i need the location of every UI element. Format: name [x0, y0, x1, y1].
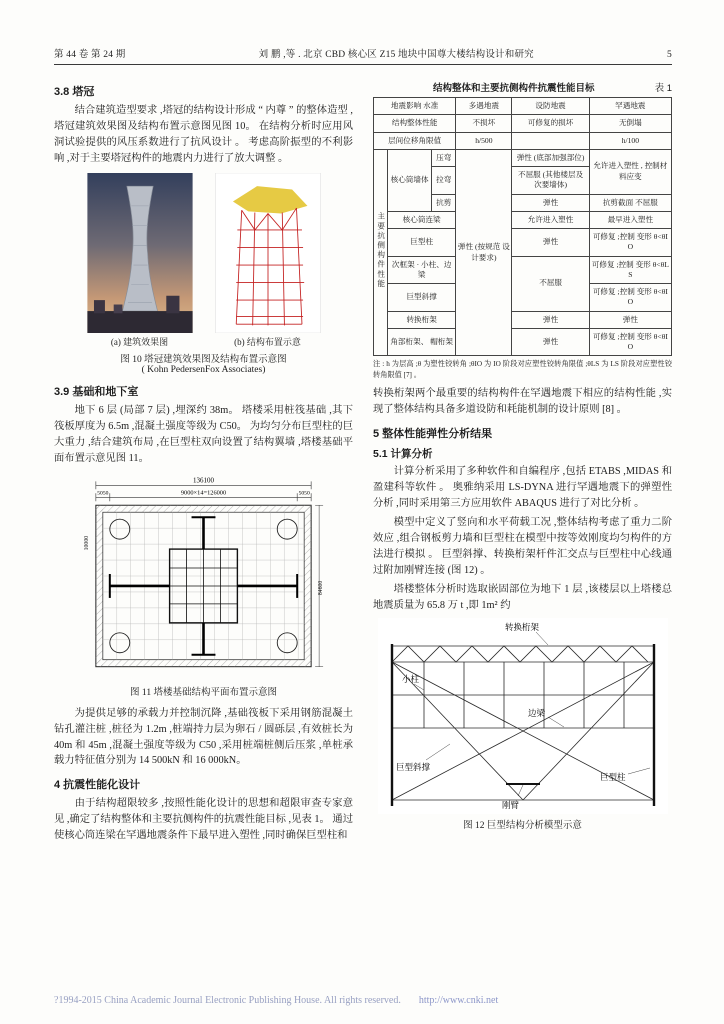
- fig11-dim-side-left: 10000: [83, 535, 90, 550]
- cell-drift-freq: h/500: [456, 132, 512, 149]
- cell-shear-mod: 弹性: [512, 194, 589, 211]
- figure-10: [54, 173, 353, 375]
- figure-12-caption-text: 图 12 巨型结构分析模型示意: [463, 820, 582, 831]
- th-rare: 罕遇地震: [589, 98, 671, 115]
- table-row: [374, 229, 672, 257]
- fig12-transfer-truss-label: 转换桁架: [504, 621, 539, 632]
- figure-10a-wrap: [84, 173, 196, 348]
- page-number: 5: [667, 50, 672, 60]
- cell-drift-rare: h/100: [589, 132, 671, 149]
- table-row: [374, 211, 672, 228]
- cell-subframe-name: 次框架 · 小柱、边梁: [388, 256, 456, 284]
- cell-side-label: [374, 149, 388, 356]
- section-39-paragraph-2: 为提供足够的承载力并控制沉降 ,基础筏板下采用钢筋混凝土钻孔灌注桩 ,桩径为 1.2m ,桩端持力层为卵石 / 圆砾层 ,有效桩长为 40m 和 45m ,混凝土强度等级为 C50 ,采用桩端桩侧后压浆 ,单桩承载力特征值分别为 14 500kN 和 16 000kN。: [54, 707, 353, 767]
- mega-structure-model-drawing: [378, 618, 668, 814]
- cell-tension-name: 拉弯: [432, 167, 456, 195]
- table-row: [374, 115, 672, 132]
- cnki-url[interactable]: http://www.cnki.net: [418, 995, 499, 1006]
- th-moderate: 设防地震: [512, 98, 589, 115]
- right-column: [373, 76, 672, 847]
- table-1-title: 结构整体和主要抗侧构件抗震性能目标: [433, 83, 595, 94]
- fig11-dim-right: 5050: [298, 489, 310, 496]
- table-row: [374, 311, 672, 328]
- table-1-label: 表 1: [654, 83, 672, 94]
- section-51-heading: 5.1 计算分析: [373, 448, 433, 461]
- fig11-dim-left: 5050: [97, 489, 109, 496]
- cell-brace-rare: 可修复 ;控制 变形 θ<θIO: [589, 284, 671, 312]
- continuation-paragraph: 转换桁架两个最重要的结构构件在罕遇地震下相应的结构性能 ,实现了整体结构具备多道设防和耗能机制的设计原则 [8] 。: [373, 388, 672, 416]
- table-row: [374, 256, 672, 284]
- section-38-heading: 3.8 塔冠: [54, 86, 95, 98]
- cell-bend-mod: 弹性 (底部加强部位): [512, 149, 589, 166]
- cell-megacol-name: 巨型柱: [388, 229, 456, 257]
- cell-drift-mod: [512, 132, 589, 149]
- fig11-dim-side-right: 84600: [318, 580, 325, 595]
- journal-issue: 第 44 卷 第 24 期: [54, 50, 126, 60]
- figure-10-caption: [54, 351, 353, 375]
- cell-overall-mod: 可修复的损坏: [512, 115, 589, 132]
- figure-10-images: [54, 173, 353, 348]
- cell-coupling-name: 核心筒连梁: [388, 211, 456, 228]
- fig12-edge-beam-label: 边梁: [527, 707, 545, 718]
- page-header: [54, 46, 672, 60]
- side-label-text: 主要抗侧构件性能: [376, 212, 386, 290]
- section-38-paragraph: 结合建筑造型要求 ,塔冠的结构设计形成 “ 内尊 ” 的整体造型 ,塔冠建筑效果图及结构布置示意图见图 10。 在结构分析时应用风洞试验提供的风压系数进行了抗风设计 。 考虑高阶振型的不利影响 ,对于主要塔冠构件的地震内力进行了放大调整 。: [54, 105, 353, 164]
- cell-drift-name: 层间位移角限值: [374, 132, 456, 149]
- page-footer: [54, 995, 498, 1006]
- figure-11-caption-text: 图 11 塔楼基础结构平面布置示意图: [130, 687, 277, 698]
- section-39-paragraph-1: 地下 6 层 (局部 7 层) ,埋深约 38m。 塔楼采用桩筏基础 ,其下筏板厚度为 6.5m ,混凝土强度等级为 C50。 为均匀分布巨型柱的巨大重力 ,结合建筑布局 ,在巨型柱双向设置了结构翼墙 ,塔楼基础平面布置示意见图 11。: [54, 404, 353, 464]
- figure-11: [54, 473, 353, 698]
- cell-bend-name: 压弯: [432, 149, 456, 166]
- foundation-plan-drawing: [54, 473, 353, 681]
- figure-10a-label: (a) 建筑效果图: [110, 336, 169, 347]
- section-4-paragraph: 由于结构超限较多 ,按照性能化设计的思想和超限审查专家意见 ,确定了结构整体和主要抗侧构件的抗震性能目标 ,见表 1。 通过使核心筒连梁在罕遇地震条件下最早进入塑性 ,同时确保巨型柱和: [54, 798, 353, 842]
- cell-overall-name: 结构整体性能: [374, 115, 456, 132]
- cell-coupling-mod: 允许进入塑性: [512, 211, 589, 228]
- cell-transfer-mod: 弹性: [512, 311, 589, 328]
- table-row: [374, 98, 672, 115]
- cell-subframe-rare: 可修复 ;控制 变形 θ<θLS: [589, 256, 671, 284]
- left-column: [54, 76, 353, 847]
- fig12-small-column-label: 小柱: [401, 673, 419, 684]
- cell-corner-rare: 可修复 ;控制 变形 θ<θIO: [589, 328, 671, 356]
- cell-corner-mod: 弹性: [512, 328, 589, 356]
- cell-subframe-mod: 不屈服: [512, 256, 589, 311]
- cell-overall-freq: 不损坏: [456, 115, 512, 132]
- table-1-title-row: [373, 80, 672, 94]
- section-4-heading: 4 抗震性能化设计: [54, 779, 141, 792]
- cell-transfer-rare: 弹性: [589, 311, 671, 328]
- cell-bend-tension-rare: 允许进入塑性 , 控制材料应变: [589, 149, 671, 194]
- cell-tension-mod: 不屈服 (其他楼层及 次要墙体): [512, 167, 589, 195]
- header-rule: [54, 64, 672, 65]
- section-5-heading: 5 整体性能弹性分析结果: [373, 428, 493, 441]
- cell-core-wall: 核心筒墙体: [388, 149, 432, 211]
- table-1-note: 注 : h 为层高 ;θ 为塑性铰转角 ;θIO 为 IO 阶段对应塑性铰转角限值 ;θLS 为 LS 阶段对应塑性铰转角限值 [7] 。: [373, 360, 672, 379]
- figure-10-caption-line2: ( Kohn PedersenFox Associates): [141, 364, 266, 375]
- performance-target-table: [373, 97, 672, 356]
- fig11-dim-total: 136100: [193, 475, 214, 484]
- table-row: [374, 328, 672, 356]
- fig11-dim-center: 9000×14=126000: [180, 488, 227, 496]
- table-row: [374, 149, 672, 166]
- fig12-mega-column-label: 巨型柱: [599, 771, 626, 782]
- table-row: [374, 132, 672, 149]
- th-frequent: 多遇地震: [456, 98, 512, 115]
- cell-megacol-mod: 弹性: [512, 229, 589, 257]
- tower-photo-image: [84, 173, 196, 333]
- section-39-heading: 3.9 基础和地下室: [54, 385, 139, 398]
- copyright-text: ?1994-2015 China Academic Journal Electronic Publishing House. All rights reserved.: [54, 995, 401, 1006]
- figure-12: [373, 618, 672, 831]
- figure-10b-wrap: [212, 173, 324, 348]
- section-51-paragraph-1: 计算分析采用了多种软件和自编程序 ,包括 ETABS ,MIDAS 和盈建科等软件 。 奥雅纳采用 LS-DYNA 进行罕遇地震下的弹塑性分析 ,同时采用第三方应用软件 ABAQUS 进行了对比分析 。: [373, 466, 672, 509]
- cell-transfer-name: 转换桁架: [388, 311, 456, 328]
- two-column-body: [54, 76, 672, 847]
- cell-shear-rare: 抗剪截面 不屈服: [589, 194, 671, 211]
- figure-11-caption: [54, 684, 353, 698]
- section-51-paragraph-2: 模型中定义了竖向和水平荷载工况 ,整体结构考虑了重力二阶效应 ,组合钢板剪力墙和巨型柱在模型中按等效刚度均匀构件的方法进行模拟 。 巨型斜撑、转换桁架杆件汇交点与巨型柱中心线通过附加刚臂连接 (图 12) 。: [373, 516, 672, 576]
- figure-10b-label: (b) 结构布置示意: [234, 336, 301, 347]
- fig12-rigid-arm-label: 刚臂: [501, 799, 519, 810]
- cell-brace-name: 巨型斜撑: [388, 284, 456, 312]
- cell-coupling-rare: 最早进入塑性: [589, 211, 671, 228]
- figure-10-caption-line1: 图 10 塔冠建筑效果图及结构布置示意图: [120, 354, 287, 365]
- cell-megacol-rare: 可修复 ;控制 变形 θ<θIO: [589, 229, 671, 257]
- cell-overall-rare: 无倒塌: [589, 115, 671, 132]
- crown-wireframe-image: [212, 173, 324, 333]
- figure-12-caption: [373, 817, 672, 831]
- section-51-paragraph-3: 塔楼整体分析时选取嵌固部位为地下 1 层 ,该楼层以上塔楼总地震质量为 65.8 万 t ,即 1m² 约: [373, 583, 672, 611]
- running-title: 刘 鹏 ,等 . 北京 CBD 核心区 Z15 地块中国尊大楼结构设计和研究: [258, 50, 534, 60]
- cell-corner-name: 角部桁架、 帽桁架: [388, 328, 456, 356]
- cell-shear-name: 抗剪: [432, 194, 456, 211]
- th-seismic-level: 地震影响 水准: [374, 98, 456, 115]
- cell-freq-merged: 弹性 (按规范 设计要求): [456, 149, 512, 356]
- fig12-mega-brace-label: 巨型斜撑: [395, 761, 430, 772]
